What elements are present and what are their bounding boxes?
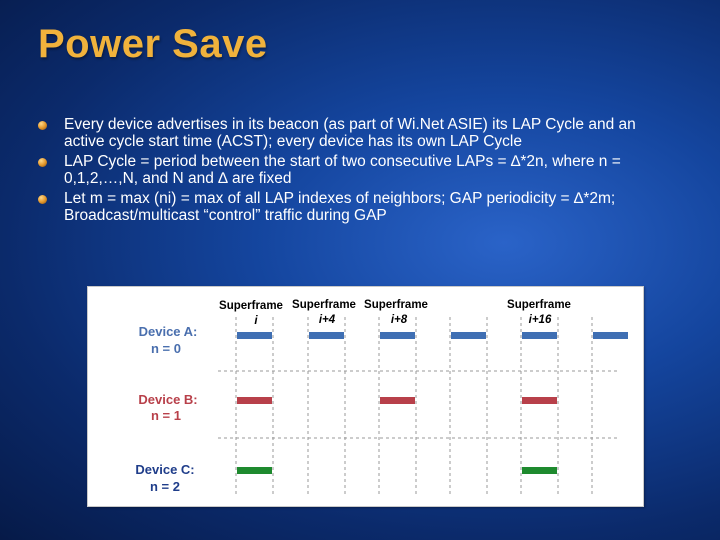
bullet-item [38,190,678,224]
device-b-n: n = 1 [151,408,181,423]
device-c-label: Device C: [135,462,195,477]
device-a-slot-1 [237,332,272,339]
timing-diagram [87,286,644,507]
superframe-label-i: Superframe [219,300,283,312]
device-a-slot-3 [380,332,415,339]
device-a-slot-4 [451,332,486,339]
device-b-slot-1 [237,397,272,404]
superframe-index-i16: i+16 [528,314,552,326]
superframe-index-i8: i+8 [390,314,408,326]
superframe-label-i8: Superframe [364,299,428,311]
device-a-slot-6 [593,332,628,339]
device-b-label: Device B: [138,392,198,407]
device-b-slot-3 [522,397,557,404]
bullet-icon [38,121,47,130]
bullet-text: Let m = max (ni) = max of all LAP indexes of neighbors; GAP periodicity = ∆*2m; Broadcast/multicast “control” traffic during GAP [64,190,616,224]
slide-title: Power Save [38,22,268,66]
superframe-index-i4: i+4 [318,314,336,326]
device-c-slot-2 [522,467,557,474]
bullet-item [38,116,678,150]
superframe-label-i4: Superframe [292,299,356,311]
device-b-slot-2 [380,397,415,404]
device-a-label: Device A: [138,324,198,339]
superframe-index-i: i [254,315,258,327]
timing-diagram-svg [88,287,643,506]
bullet-icon [38,158,47,167]
bullet-text: LAP Cycle = period between the start of two consecutive LAPs = ∆*2n, where n = 0,1,2,…,N, and N and ∆ are fixed [64,153,621,187]
device-a-n: n = 0 [151,341,181,356]
superframe-label-i16: Superframe [507,299,571,311]
bullet-item [38,153,678,187]
device-a-slot-2 [309,332,344,339]
device-a-slot-5 [522,332,557,339]
device-c-n: n = 2 [150,479,180,494]
device-c-slot-1 [237,467,272,474]
bullet-list [38,116,678,227]
bullet-icon [38,195,47,204]
bullet-text: Every device advertises in its beacon (as part of Wi.Net ASIE) its LAP Cycle and an active cycle start time (ACST); every device has its own LAP Cycle [64,116,636,150]
